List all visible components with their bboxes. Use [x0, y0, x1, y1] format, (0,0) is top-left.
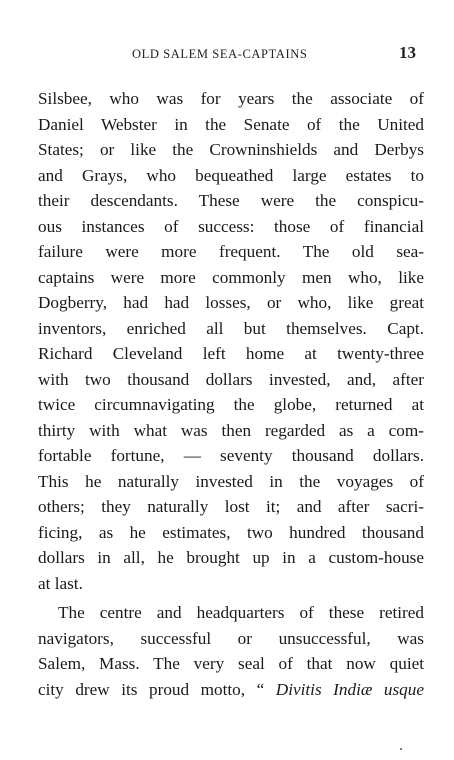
text-line: others; they naturally lost it; and after sacri-: [38, 497, 424, 516]
text-line: States; or like the Crowninshields and Derbys: [38, 140, 424, 159]
text-line: with two thousand dollars invested, and, after: [38, 369, 424, 389]
final-line-prefix: city drew its proud motto, “: [38, 679, 276, 699]
latin-motto: Divitis Indiæ usque: [275, 679, 424, 699]
text-line: navigators, successful or unsuccessful, was: [38, 628, 424, 648]
text-line-final: [38, 677, 424, 703]
running-head: OLD SALEM SEA-CAPTAINS: [132, 47, 308, 61]
text-line: Salem, Mass. The very seal of that now quiet: [38, 654, 424, 673]
text-line: thirty with what was then regarded as a com-: [38, 420, 424, 440]
text-line: at last.: [38, 573, 83, 593]
text-line: and Grays, who bequeathed large estates to: [38, 165, 424, 185]
text-line: their descendants. These were the conspicu-: [38, 191, 424, 210]
text-line: inventors, enriched all but themselves. Capt.: [38, 318, 424, 338]
text-line: ficing, as he estimates, two hundred thousand: [38, 522, 424, 542]
paragraph-2: [38, 600, 424, 702]
paper-speck: [400, 748, 402, 750]
text-line: Daniel Webster in the Senate of the United: [38, 114, 424, 134]
text-line: This he naturally invested in the voyages of: [38, 471, 424, 491]
text-line: dollars in all, he brought up in a custom-house: [38, 548, 424, 567]
text-line: captains were more commonly men who, like: [38, 267, 424, 287]
text-line: The centre and headquarters of these retired: [58, 603, 424, 622]
text-line: fortable fortune, — seventy thousand dollars.: [38, 446, 424, 465]
text-line: ous instances of success: those of financial: [38, 216, 424, 236]
paragraph-1: [38, 86, 424, 596]
text-line: Richard Cleveland left home at twenty-three: [38, 344, 424, 363]
text-line: twice circumnavigating the globe, returned at: [38, 395, 424, 414]
text-line: Dogberry, had had losses, or who, like great: [38, 293, 424, 312]
text-line: Silsbee, who was for years the associate of: [38, 89, 424, 108]
body-text: [38, 86, 424, 702]
text-line: failure were more frequent. The old sea-: [38, 242, 424, 261]
page-number: 13: [399, 43, 416, 62]
